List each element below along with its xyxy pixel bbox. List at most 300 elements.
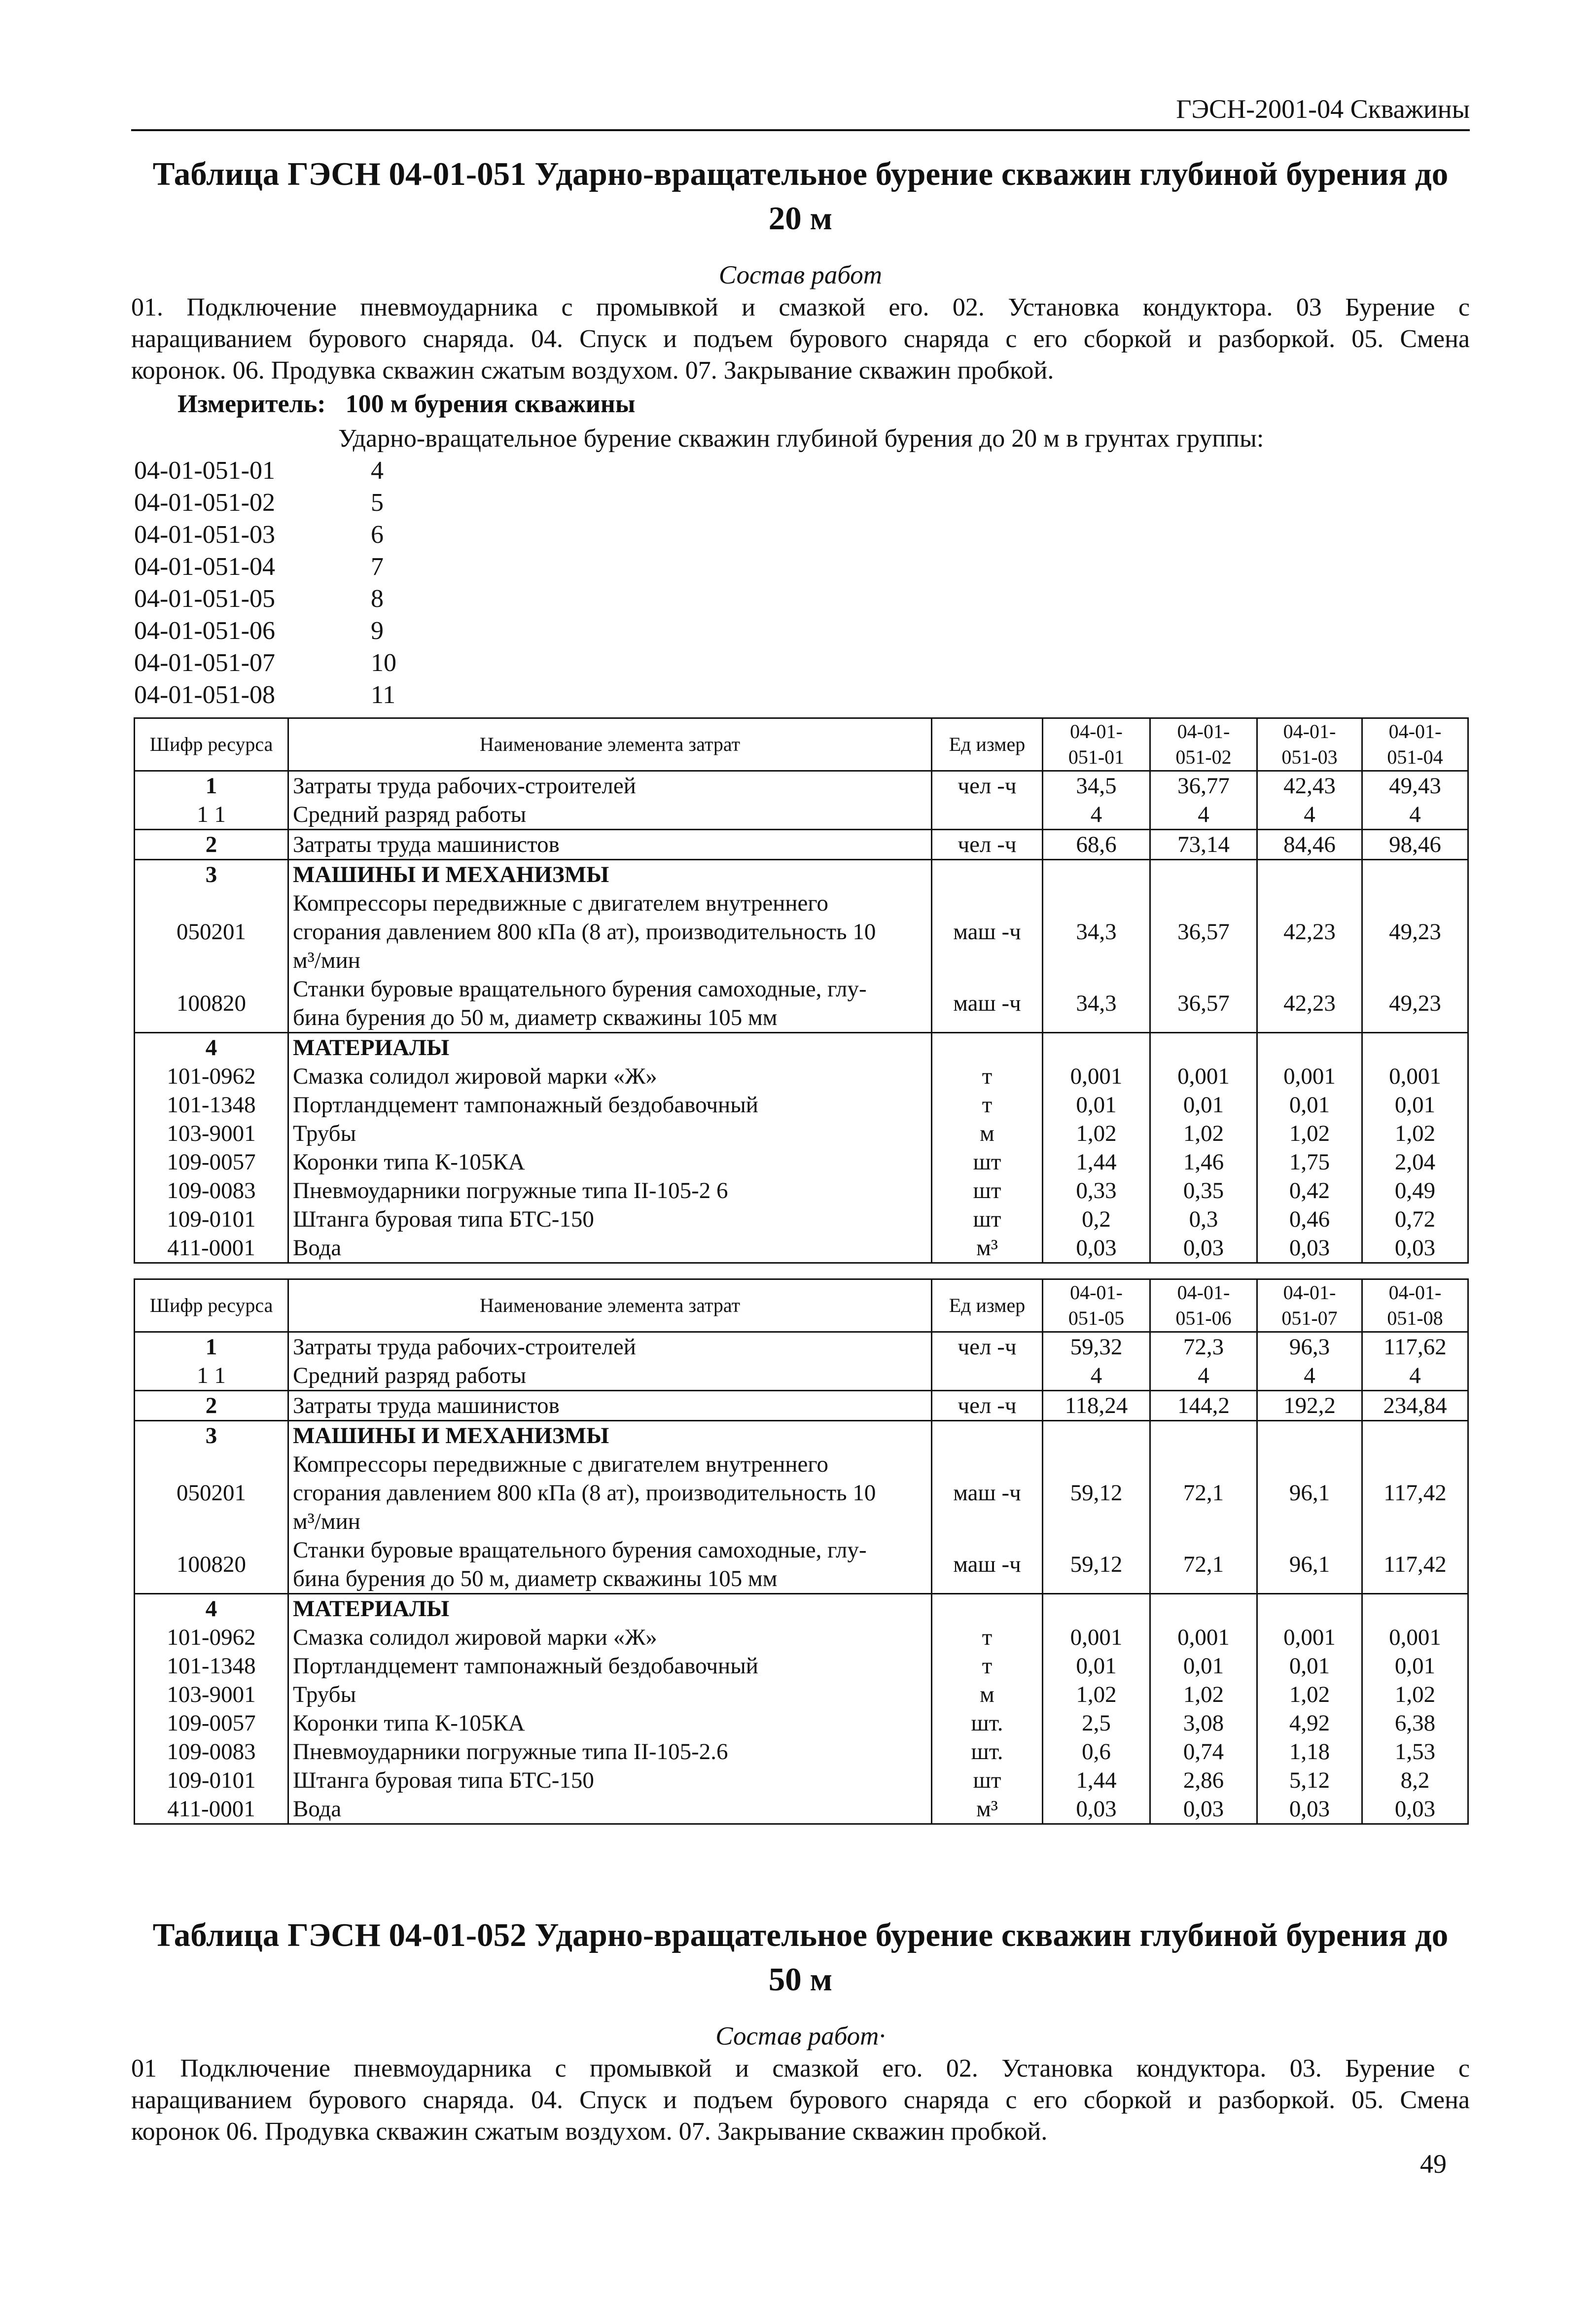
resource-code: 3 <box>135 1421 288 1450</box>
measure-value: 100 м бурения скважины <box>345 390 636 418</box>
resource-name-line: м³/мин <box>293 1509 360 1534</box>
table-row <box>135 1176 1468 1205</box>
norm-value: 0,03 <box>1043 1234 1150 1263</box>
composition-line: наращиванием бурового снаряда. 04. Спуск и подъем бурового снаряда с его сборкой и разборкой. 05. Смена <box>131 325 1470 353</box>
norm-value: 0,01 <box>1257 1652 1362 1680</box>
norm-value: 2,5 <box>1043 1709 1150 1737</box>
norm-value: 4 <box>1257 800 1362 830</box>
table-row <box>135 975 1468 1033</box>
table-title-line: Таблица ГЭСН 04-01-052 Ударно-вращательное бурение скважин глубиной бурения до <box>152 1917 1449 1953</box>
norm-codes-list <box>134 455 396 711</box>
table-row <box>135 1148 1468 1176</box>
norm-value: 1,02 <box>1257 1119 1362 1148</box>
norm-value: 0,001 <box>1257 1062 1362 1091</box>
norm-value <box>1043 860 1150 889</box>
soil-group: 11 <box>371 681 396 709</box>
soil-group: 7 <box>371 553 384 581</box>
table-header-row <box>135 718 1468 771</box>
resource-code: 4 <box>135 1594 288 1624</box>
header-rule <box>131 129 1470 131</box>
resource-code: 411-0001 <box>135 1234 288 1263</box>
resource-code: 1 1 <box>135 1361 288 1391</box>
norm-value: 72,1 <box>1150 1536 1257 1594</box>
norm-value: 34,3 <box>1043 889 1150 975</box>
norm-value: 0,01 <box>1257 1091 1362 1119</box>
norm-value: 0,01 <box>1362 1652 1468 1680</box>
norm-value: 2,86 <box>1150 1766 1257 1795</box>
norm-code: 04-01-051-03 <box>134 521 275 549</box>
norm-value: 234,84 <box>1362 1391 1468 1421</box>
resource-name: Коронки типа К-105КА <box>288 1148 932 1176</box>
resource-unit: шт <box>932 1176 1043 1205</box>
header-norm-col: 04-01- 051-05 <box>1043 1279 1150 1332</box>
norms-subtitle: Ударно-вращательное бурение скважин глубиной бурения до 20 м в грунтах группы: <box>338 424 1264 453</box>
norm-value: 4 <box>1150 1361 1257 1391</box>
norm-value: 8,2 <box>1362 1766 1468 1795</box>
resource-name-line: бина бурения до 50 м, диаметр скважины 105 мм <box>293 1566 778 1591</box>
norm-value: 59,12 <box>1043 1536 1150 1594</box>
norm-value: 0,001 <box>1043 1623 1150 1652</box>
norm-value: 0,01 <box>1043 1091 1150 1119</box>
norm-value: 0,72 <box>1362 1205 1468 1234</box>
norm-value <box>1043 1421 1150 1450</box>
norm-value: 0,03 <box>1362 1795 1468 1824</box>
resource-code: 109-0057 <box>135 1709 288 1737</box>
table-row <box>135 1652 1468 1680</box>
resource-code: 109-0101 <box>135 1766 288 1795</box>
resource-name: Затраты труда машинистов <box>288 830 932 860</box>
norm-value: 36,57 <box>1150 889 1257 975</box>
composition-heading: Состав работ· <box>715 2022 886 2050</box>
resource-code: 1 <box>135 1332 288 1362</box>
table-title-051 <box>131 152 1470 241</box>
header-norm-col: 04-01- 051-07 <box>1257 1279 1362 1332</box>
resource-name: Пневмоударники погружные типа II-105-2 6 <box>288 1176 932 1205</box>
resource-name-line: сгорания давлением 800 кПа (8 ат), производительность 10 <box>293 1480 876 1506</box>
resource-unit: чел -ч <box>932 771 1043 801</box>
resource-unit: маш -ч <box>932 889 1043 975</box>
composition-line: наращиванием бурового снаряда. 04. Спуск и подъем бурового снаряда с его сборкой и разборкой. 05. Смена <box>131 2086 1470 2114</box>
resource-unit <box>932 1594 1043 1624</box>
norm-value <box>1043 1594 1150 1624</box>
resource-name: МАШИНЫ И МЕХАНИЗМЫ <box>288 1421 932 1450</box>
resource-name: Пневмоударники погружные типа II-105-2.6 <box>288 1737 932 1766</box>
header-norm-col: 04-01- 051-08 <box>1362 1279 1468 1332</box>
header-norm-col: 04-01- 051-02 <box>1150 718 1257 771</box>
norm-value: 117,42 <box>1362 1450 1468 1536</box>
table-row <box>135 1234 1468 1263</box>
norm-value: 49,23 <box>1362 889 1468 975</box>
table-row <box>135 1737 1468 1766</box>
resource-code: 050201 <box>135 889 288 975</box>
resource-name: Трубы <box>288 1680 932 1709</box>
composition-heading: Состав работ <box>718 261 883 289</box>
resource-name: МАТЕРИАЛЫ <box>288 1033 932 1062</box>
table-title-line: 20 м <box>768 200 833 237</box>
resource-code: 101-0962 <box>135 1062 288 1091</box>
norm-code-row <box>134 615 396 647</box>
resource-code: 050201 <box>135 1450 288 1536</box>
resource-unit: т <box>932 1062 1043 1091</box>
composition-line: 01. Подключение пневмоударника с промывкой и смазкой его. 02. Установка кондуктора. 03 Бурение с <box>131 293 1470 321</box>
norm-value: 4 <box>1150 800 1257 830</box>
resource-table-1 <box>134 717 1469 1264</box>
composition-text <box>131 2053 1470 2148</box>
norm-value: 0,3 <box>1150 1205 1257 1234</box>
norm-value: 1,75 <box>1257 1148 1362 1176</box>
soil-group: 8 <box>371 585 384 613</box>
resource-name-line: Станки буровые вращательного бурения самоходные, глу- <box>293 976 867 1002</box>
resource-name: Затраты труда машинистов <box>288 1391 932 1421</box>
measure <box>177 389 635 419</box>
norm-value: 84,46 <box>1257 830 1362 860</box>
norm-value: 192,2 <box>1257 1391 1362 1421</box>
norm-value: 1,53 <box>1362 1737 1468 1766</box>
header-name: Наименование элемента затрат <box>288 718 932 771</box>
norm-code-row <box>134 679 396 711</box>
norm-value <box>1362 860 1468 889</box>
norm-value: 0,42 <box>1257 1176 1362 1205</box>
norm-value: 0,001 <box>1362 1623 1468 1652</box>
resource-unit <box>932 800 1043 830</box>
norm-value: 0,03 <box>1150 1795 1257 1824</box>
composition-text <box>131 292 1470 387</box>
norm-value: 59,32 <box>1043 1332 1150 1362</box>
norm-value: 6,38 <box>1362 1709 1468 1737</box>
norm-value: 73,14 <box>1150 830 1257 860</box>
table-row <box>135 1594 1468 1624</box>
table-row <box>135 1450 1468 1536</box>
norm-code-row <box>134 583 396 615</box>
norm-value: 0,01 <box>1150 1091 1257 1119</box>
resource-name: Штанга буровая типа БТС-150 <box>288 1766 932 1795</box>
norm-value: 4 <box>1043 800 1150 830</box>
norm-value: 96,1 <box>1257 1450 1362 1536</box>
norm-value: 5,12 <box>1257 1766 1362 1795</box>
norm-value: 0,03 <box>1043 1795 1150 1824</box>
norm-value: 2,04 <box>1362 1148 1468 1176</box>
soil-group: 5 <box>371 489 384 517</box>
table-row <box>135 1391 1468 1421</box>
soil-group: 10 <box>371 649 396 677</box>
norm-value: 3,08 <box>1150 1709 1257 1737</box>
norm-code: 04-01-051-07 <box>134 649 275 677</box>
resource-name: Средний разряд работы <box>288 800 932 830</box>
norm-value: 0,001 <box>1043 1062 1150 1091</box>
resource-unit: шт <box>932 1148 1043 1176</box>
table-row <box>135 1361 1468 1391</box>
norm-value: 0,03 <box>1257 1234 1362 1263</box>
norm-value: 0,35 <box>1150 1176 1257 1205</box>
norm-value: 96,3 <box>1257 1332 1362 1362</box>
norm-code: 04-01-051-04 <box>134 553 275 581</box>
resource-code: 101-1348 <box>135 1652 288 1680</box>
resource-unit: шт. <box>932 1709 1043 1737</box>
resource-code: 1 <box>135 771 288 801</box>
resource-unit: чел -ч <box>932 1332 1043 1362</box>
norm-code-row <box>134 487 396 519</box>
resource-name: МАШИНЫ И МЕХАНИЗМЫ <box>288 860 932 889</box>
norm-value: 68,6 <box>1043 830 1150 860</box>
resource-unit: маш -ч <box>932 1450 1043 1536</box>
norm-value: 1,44 <box>1043 1148 1150 1176</box>
header-name: Наименование элемента затрат <box>288 1279 932 1332</box>
table-row <box>135 1205 1468 1234</box>
norm-value <box>1362 1033 1468 1062</box>
norm-value: 72,1 <box>1150 1450 1257 1536</box>
resource-unit: шт <box>932 1766 1043 1795</box>
norm-value: 0,74 <box>1150 1737 1257 1766</box>
norm-value: 1,02 <box>1362 1119 1468 1148</box>
norm-value: 42,23 <box>1257 889 1362 975</box>
norm-code: 04-01-051-01 <box>134 457 275 485</box>
norm-value: 98,46 <box>1362 830 1468 860</box>
table-title-line: Таблица ГЭСН 04-01-051 Ударно-вращательное бурение скважин глубиной бурения до <box>152 156 1449 192</box>
header-unit: Ед измер <box>932 1279 1043 1332</box>
table-row <box>135 1062 1468 1091</box>
norm-value: 0,03 <box>1257 1795 1362 1824</box>
norm-value: 0,01 <box>1362 1091 1468 1119</box>
norm-value <box>1150 1033 1257 1062</box>
resource-name-line: Компрессоры передвижные с двигателем внутреннего <box>293 890 829 916</box>
resource-unit: шт <box>932 1205 1043 1234</box>
resource-unit <box>932 1033 1043 1062</box>
norm-value: 1,18 <box>1257 1737 1362 1766</box>
soil-group: 9 <box>371 617 384 645</box>
norm-value: 0,49 <box>1362 1176 1468 1205</box>
norm-value: 42,23 <box>1257 975 1362 1033</box>
norm-value <box>1257 1421 1362 1450</box>
norm-value <box>1150 1594 1257 1624</box>
table-row <box>135 830 1468 860</box>
norm-value: 36,57 <box>1150 975 1257 1033</box>
resource-name: Смазка солидол жировой марки «Ж» <box>288 1623 932 1652</box>
resource-code: 4 <box>135 1033 288 1062</box>
header-norm-col: 04-01- 051-04 <box>1362 718 1468 771</box>
resource-name: Трубы <box>288 1119 932 1148</box>
norm-value <box>1362 1594 1468 1624</box>
resource-table-2 <box>134 1278 1469 1825</box>
composition-line: коронок 06. Продувка скважин сжатым воздухом. 07. Закрывание скважин пробкой. <box>131 2118 1048 2146</box>
table-row <box>135 1795 1468 1824</box>
resource-name-line: Компрессоры передвижные с двигателем внутреннего <box>293 1451 829 1477</box>
norm-code: 04-01-051-08 <box>134 681 275 709</box>
resource-unit: м³ <box>932 1234 1043 1263</box>
resource-name-line: м³/мин <box>293 948 360 973</box>
measure-label: Измеритель: <box>177 390 326 418</box>
norm-value: 96,1 <box>1257 1536 1362 1594</box>
table-row <box>135 1623 1468 1652</box>
norm-value: 4 <box>1043 1361 1150 1391</box>
resource-code: 103-9001 <box>135 1119 288 1148</box>
norm-value: 1,02 <box>1150 1680 1257 1709</box>
norm-value: 0,001 <box>1362 1062 1468 1091</box>
norm-value: 1,44 <box>1043 1766 1150 1795</box>
norm-value: 0,2 <box>1043 1205 1150 1234</box>
norm-value: 4 <box>1362 800 1468 830</box>
table-row <box>135 1421 1468 1450</box>
header-norm-col: 04-01- 051-03 <box>1257 718 1362 771</box>
resource-code: 101-1348 <box>135 1091 288 1119</box>
header-unit: Ед измер <box>932 718 1043 771</box>
norm-value: 0,33 <box>1043 1176 1150 1205</box>
norm-code: 04-01-051-05 <box>134 585 275 613</box>
resource-code: 109-0083 <box>135 1176 288 1205</box>
resource-unit: т <box>932 1091 1043 1119</box>
norm-value: 1,02 <box>1043 1680 1150 1709</box>
table-row <box>135 1536 1468 1594</box>
table-row <box>135 1119 1468 1148</box>
norm-value: 118,24 <box>1043 1391 1150 1421</box>
norm-code-row <box>134 551 396 583</box>
norm-value: 34,5 <box>1043 771 1150 801</box>
page-number: 49 <box>1420 2149 1447 2179</box>
resource-name: Портландцемент тампонажный бездобавочный <box>288 1091 932 1119</box>
table-row <box>135 1680 1468 1709</box>
norm-value: 4 <box>1257 1361 1362 1391</box>
resource-code: 100820 <box>135 975 288 1033</box>
norm-value: 4 <box>1362 1361 1468 1391</box>
resource-code: 103-9001 <box>135 1680 288 1709</box>
resource-unit: м <box>932 1680 1043 1709</box>
norm-value: 0,03 <box>1362 1234 1468 1263</box>
norm-value <box>1150 1421 1257 1450</box>
resource-unit: маш -ч <box>932 975 1043 1033</box>
norm-value: 117,62 <box>1362 1332 1468 1362</box>
norm-value: 59,12 <box>1043 1450 1150 1536</box>
resource-name: Смазка солидол жировой марки «Ж» <box>288 1062 932 1091</box>
resource-unit: маш -ч <box>932 1536 1043 1594</box>
table-row <box>135 1033 1468 1062</box>
norm-value: 1,02 <box>1150 1119 1257 1148</box>
norm-value: 42,43 <box>1257 771 1362 801</box>
resource-name-line: бина бурения до 50 м, диаметр скважины 105 мм <box>293 1005 778 1030</box>
norm-value <box>1150 860 1257 889</box>
resource-unit: шт. <box>932 1737 1043 1766</box>
norm-value: 144,2 <box>1150 1391 1257 1421</box>
norm-value: 0,001 <box>1150 1623 1257 1652</box>
norm-value: 49,23 <box>1362 975 1468 1033</box>
resource-unit: чел -ч <box>932 830 1043 860</box>
resource-unit <box>932 1421 1043 1450</box>
resource-code: 3 <box>135 860 288 889</box>
norm-value: 1,02 <box>1257 1680 1362 1709</box>
resource-unit: м <box>932 1119 1043 1148</box>
norm-code-row <box>134 647 396 679</box>
norm-value: 117,42 <box>1362 1536 1468 1594</box>
header-norm-col: 04-01- 051-01 <box>1043 718 1150 771</box>
resource-code: 2 <box>135 1391 288 1421</box>
norm-value <box>1362 1421 1468 1450</box>
resource-code: 2 <box>135 830 288 860</box>
norm-value: 34,3 <box>1043 975 1150 1033</box>
resource-name: Штанга буровая типа БТС-150 <box>288 1205 932 1234</box>
composition-line: коронок. 06. Продувка скважин сжатым воздухом. 07. Закрывание скважин пробкой. <box>131 356 1054 385</box>
table-row <box>135 860 1468 889</box>
norm-value: 4,92 <box>1257 1709 1362 1737</box>
norm-value: 0,03 <box>1150 1234 1257 1263</box>
resource-unit <box>932 860 1043 889</box>
table-row <box>135 1709 1468 1737</box>
header-norm-col: 04-01- 051-06 <box>1150 1279 1257 1332</box>
header-code: Шифр ресурса <box>135 1279 288 1332</box>
norm-value <box>1257 1033 1362 1062</box>
norm-value <box>1257 860 1362 889</box>
resource-code: 1 1 <box>135 800 288 830</box>
norm-value: 0,001 <box>1257 1623 1362 1652</box>
table-title-line: 50 м <box>768 1961 833 1998</box>
resource-unit: т <box>932 1652 1043 1680</box>
resource-code: 411-0001 <box>135 1795 288 1824</box>
norm-value: 1,02 <box>1362 1680 1468 1709</box>
resource-code: 109-0083 <box>135 1737 288 1766</box>
norm-code-row <box>134 455 396 487</box>
norm-value: 49,43 <box>1362 771 1468 801</box>
resource-name: Затраты труда рабочих-строителей <box>288 1332 932 1362</box>
resource-name: Вода <box>288 1234 932 1263</box>
resource-name-line: сгорания давлением 800 кПа (8 ат), производительность 10 <box>293 919 876 945</box>
table-row <box>135 1332 1468 1362</box>
resource-unit: т <box>932 1623 1043 1652</box>
norm-value: 1,46 <box>1150 1148 1257 1176</box>
resource-name: Коронки типа К-105КА <box>288 1709 932 1737</box>
resource-code: 109-0057 <box>135 1148 288 1176</box>
running-head: ГЭСН-2001-04 Скважины <box>1176 94 1470 124</box>
norm-value: 36,77 <box>1150 771 1257 801</box>
resource-name <box>288 975 932 1033</box>
resource-name: Портландцемент тампонажный бездобавочный <box>288 1652 932 1680</box>
table-header-row <box>135 1279 1468 1332</box>
table-row <box>135 1766 1468 1795</box>
resource-name: Средний разряд работы <box>288 1361 932 1391</box>
soil-group: 4 <box>371 457 384 485</box>
resource-code: 100820 <box>135 1536 288 1594</box>
header-code: Шифр ресурса <box>135 718 288 771</box>
table-row <box>135 771 1468 801</box>
resource-name <box>288 889 932 975</box>
table-row <box>135 889 1468 975</box>
resource-name: МАТЕРИАЛЫ <box>288 1594 932 1624</box>
resource-unit <box>932 1361 1043 1391</box>
norm-value: 0,01 <box>1150 1652 1257 1680</box>
resource-name <box>288 1450 932 1536</box>
composition-line: 01 Подключение пневмоударника с промывкой и смазкой его. 02. Установка кондуктора. 03. Бурение с <box>131 2054 1470 2083</box>
norm-value <box>1257 1594 1362 1624</box>
norm-value: 1,02 <box>1043 1119 1150 1148</box>
resource-name: Вода <box>288 1795 932 1824</box>
resource-code: 109-0101 <box>135 1205 288 1234</box>
norm-value: 0,001 <box>1150 1062 1257 1091</box>
norm-value: 0,46 <box>1257 1205 1362 1234</box>
table-title-052 <box>131 1913 1470 2002</box>
resource-unit: чел -ч <box>932 1391 1043 1421</box>
norm-code: 04-01-051-06 <box>134 617 275 645</box>
norm-value: 72,3 <box>1150 1332 1257 1362</box>
resource-name-line: Станки буровые вращательного бурения самоходные, глу- <box>293 1537 867 1563</box>
resource-unit: м³ <box>932 1795 1043 1824</box>
soil-group: 6 <box>371 521 384 549</box>
table-row <box>135 800 1468 830</box>
resource-name <box>288 1536 932 1594</box>
norm-value <box>1043 1033 1150 1062</box>
norm-value: 0,01 <box>1043 1652 1150 1680</box>
norm-code: 04-01-051-02 <box>134 489 275 517</box>
norm-value: 0,6 <box>1043 1737 1150 1766</box>
resource-code: 101-0962 <box>135 1623 288 1652</box>
table-row <box>135 1091 1468 1119</box>
resource-name: Затраты труда рабочих-строителей <box>288 771 932 801</box>
norm-code-row <box>134 519 396 551</box>
